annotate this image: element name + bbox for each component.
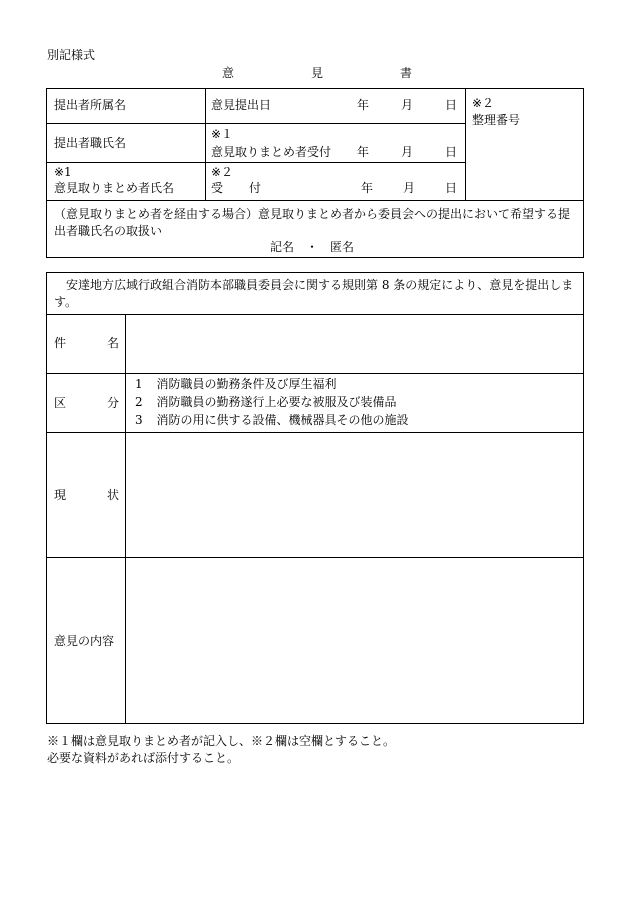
intro-text: 安達地方広域行政組合消防本部職員委員会に関する規則第 8 条の規定により、意見を提出します。 bbox=[54, 278, 574, 309]
day-unit: 日 bbox=[444, 98, 457, 112]
year-unit: 年 bbox=[357, 98, 370, 112]
category-text: 消防職員の勤務条件及び厚生福利 bbox=[156, 377, 337, 391]
opinion-field[interactable] bbox=[127, 559, 582, 722]
submit-date-label: 意見提出日 bbox=[211, 98, 272, 112]
affiliation-label: 提出者所属名 bbox=[54, 98, 127, 112]
coordinator-name-label: 意見取りまとめ者氏名 bbox=[54, 181, 175, 195]
name-label: 提出者職氏名 bbox=[54, 136, 127, 150]
category-item[interactable] bbox=[135, 377, 336, 392]
handling-instruction: （意見取りまとめ者を経由する場合）意見取りまとめ者から委員会への提出において希望する提出者職氏名の取扱い bbox=[54, 207, 571, 238]
coordinator-receipt-label: 意見取りまとめ者受付 bbox=[211, 145, 332, 159]
year-unit: 年 bbox=[357, 145, 370, 159]
coordinator-note-mark: ※1 bbox=[54, 165, 72, 179]
title-char: 書 bbox=[399, 66, 412, 80]
month-unit: 月 bbox=[400, 98, 413, 112]
category-label: 区 分 bbox=[54, 396, 119, 410]
category-text: 消防の用に供する設備、機械器具その他の施設 bbox=[156, 413, 409, 427]
form-label: 別記様式 bbox=[47, 48, 96, 62]
footnote: 必要な資料があれば添付すること。 bbox=[47, 751, 240, 765]
receipt-note-mark: ※２ bbox=[211, 165, 234, 179]
category-item[interactable] bbox=[135, 413, 408, 428]
status-field[interactable] bbox=[127, 434, 582, 555]
handling-options[interactable]: 記名 ・ 匿名 bbox=[270, 240, 355, 254]
title-char: 意 bbox=[222, 66, 235, 80]
year-unit: 年 bbox=[361, 181, 374, 195]
category-text: 消防職員の勤務遂行上必要な被服及び装備品 bbox=[156, 395, 397, 409]
opinion-label: 意見の内容 bbox=[54, 634, 115, 648]
title-char: 見 bbox=[310, 66, 323, 80]
note2-mark: ※２ bbox=[472, 96, 495, 110]
category-number: 1 bbox=[135, 377, 143, 391]
status-label: 現 状 bbox=[54, 488, 119, 502]
day-unit: 日 bbox=[444, 181, 457, 195]
receipt-date-field[interactable] bbox=[361, 181, 457, 196]
submit-date-field[interactable] bbox=[357, 98, 457, 113]
receipt-label: 受 付 bbox=[211, 181, 261, 195]
subject-field[interactable] bbox=[127, 316, 582, 371]
category-number: 2 bbox=[135, 395, 143, 409]
page-title bbox=[222, 66, 412, 81]
month-unit: 月 bbox=[402, 181, 415, 195]
footnote: ※１欄は意見取りまとめ者が記入し、※２欄は空欄とすること。 bbox=[47, 734, 396, 748]
category-item[interactable] bbox=[135, 395, 396, 410]
coordinator-receipt-date[interactable] bbox=[357, 145, 457, 160]
day-unit: 日 bbox=[444, 145, 457, 159]
subject-label: 件 名 bbox=[54, 336, 119, 350]
note1-mark: ※１ bbox=[211, 127, 234, 141]
ref-number-label: 整理番号 bbox=[472, 113, 521, 127]
category-number: 3 bbox=[135, 413, 143, 427]
month-unit: 月 bbox=[400, 145, 413, 159]
